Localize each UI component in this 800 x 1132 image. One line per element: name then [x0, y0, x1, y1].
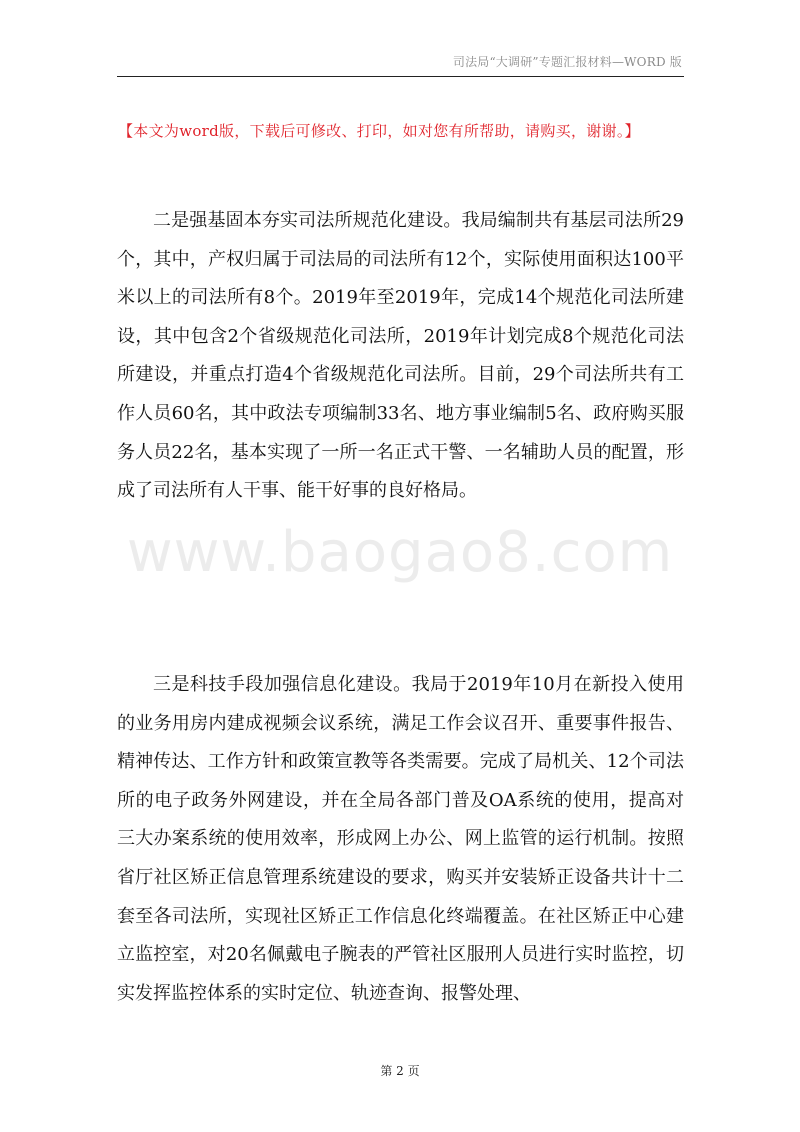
body-paragraph-1: 二是强基固本夯实司法所规范化建设。我局编制共有基层司法所29个，其中，产权归属于司法局的司法所有12个，实际使用面积达100平米以上的司法所有8个。2019年至2019年，完成14个规范化司法所建设，其中包含2个省级规范化司法所，2019年计划完成8个规范化司法所建设，并重点打造4个省级规范化司法所。目前，29个司法所共有工作人员60名，其中政法专项编制33名、地方事业编制5名、政府购买服务人员22名，基本实现了一所一名正式干警、一名辅助人员的配置，形成了司法所有人干事、能干好事的良好格局。 [117, 210, 684, 502]
header-divider [117, 76, 684, 77]
purchase-notice: 【本文为word版，下载后可修改、打印，如对您有所帮助，请购买，谢谢。】 [118, 122, 640, 140]
body-paragraph-2: 三是科技手段加强信息化建设。我局于2019年10月在新投入使用的业务用房内建成视频会议系统，满足工作会议召开、重要事件报告、精神传达、工作方针和政策宣教等各类需要。完成了局机关、12个司法所的电子政务外网建设，并在全局各部门普及OA系统的使用，提高对三大办案系统的使用效率，形成网上办公、网上监管的运行机制。按照省厅社区矫正信息管理系统建设的要求，购买并安装矫正设备共计十二套至各司法所，实现社区矫正工作信息化终端覆盖。在社区矫正中心建立监控室，对20名佩戴电子腕表的严管社区服刑人员进行实时监控，切实发挥监控体系的实时定位、轨迹查询、报警处理、 [117, 674, 684, 1004]
document-header-title: 司法局“大调研”专题汇报材料—WORD 版 [452, 55, 682, 69]
site-watermark: www.baogao8.com [126, 520, 674, 585]
page-number: 第 2 页 [380, 1064, 420, 1078]
